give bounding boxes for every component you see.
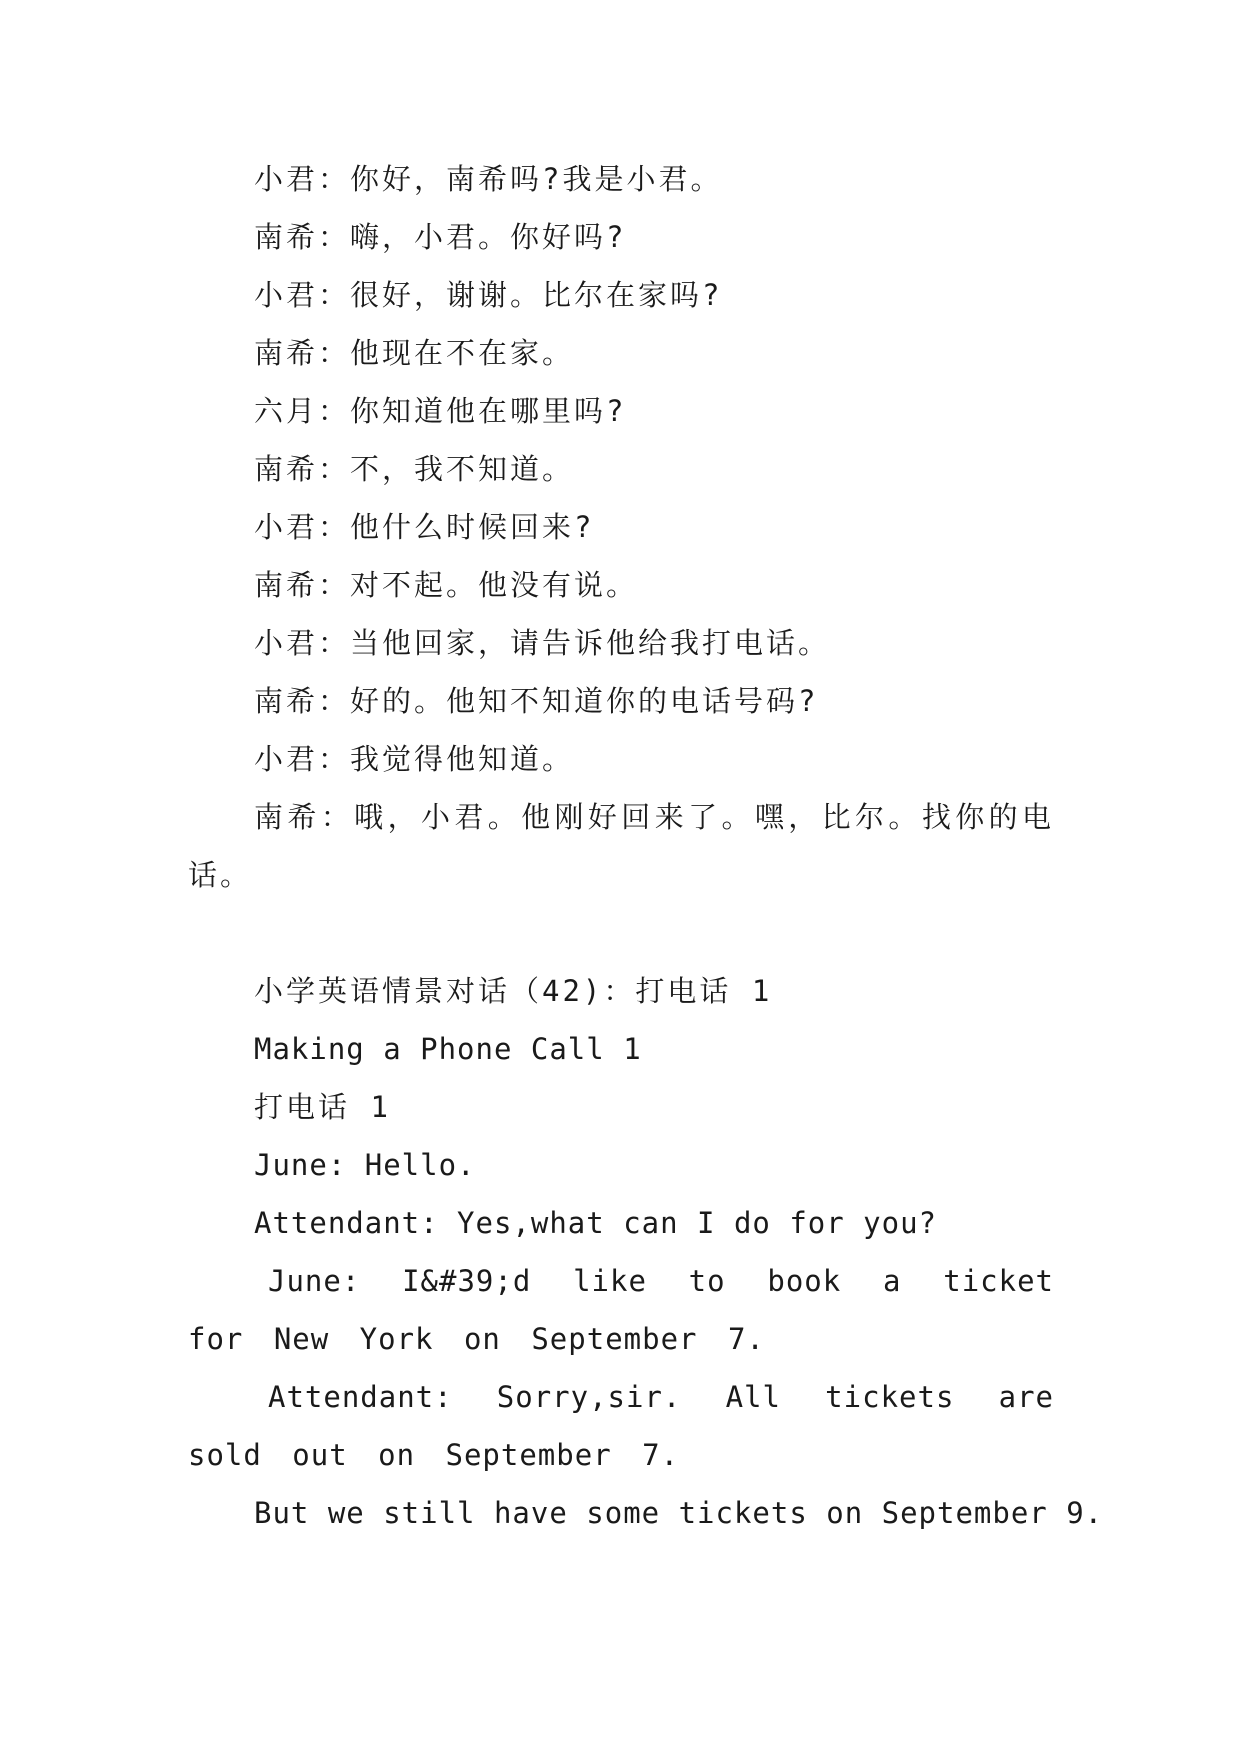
dialogue-line-7: 小君：他什么时候回来? (254, 510, 595, 544)
dialogue-line-6: 南希：不，我不知道。 (254, 452, 575, 486)
dialogue-line-1: 小君：你好，南希吗?我是小君。 (254, 162, 723, 196)
dialogue-line-4: 南希：他现在不在家。 (254, 336, 575, 370)
dialogue-line-2: 南希：嗨，小君。你好吗? (254, 220, 627, 254)
section-heading: 小学英语情景对话（42)：打电话 1 (254, 974, 773, 1008)
english-line-1: June: Hello. (254, 1148, 476, 1182)
english-line-2: Attendant: Yes,what can I do for you? (254, 1206, 938, 1240)
dialogue-line-3: 小君：很好，谢谢。比尔在家吗? (254, 278, 723, 312)
paragraph-gap (188, 904, 1054, 962)
english-line-5: But we still have some tickets on September 9. (254, 1496, 1104, 1530)
dialogue-line-11: 小君：我觉得他知道。 (254, 742, 575, 776)
section-title-en: Making a Phone Call 1 (254, 1032, 642, 1066)
dialogue-line-8: 南希：对不起。他没有说。 (254, 568, 639, 602)
dialogue-line-9: 小君：当他回家，请告诉他给我打电话。 (254, 626, 831, 660)
dialogue-line-10: 南希：好的。他知不知道你的电话号码? (254, 684, 819, 718)
document-body (188, 150, 1104, 1542)
english-line-3: June: I&#39;d like to book a ticket for New York on September 7. (188, 1264, 1054, 1356)
english-line-4: Attendant: Sorry,sir. All tickets are sold out on September 7. (188, 1380, 1054, 1472)
dialogue-line-12: 南希：哦，小君。他刚好回来了。嘿，比尔。找你的电话。 (188, 800, 1054, 892)
dialogue-line-5: 六月：你知道他在哪里吗? (254, 394, 627, 428)
section-title-cn: 打电话 1 (254, 1090, 391, 1124)
